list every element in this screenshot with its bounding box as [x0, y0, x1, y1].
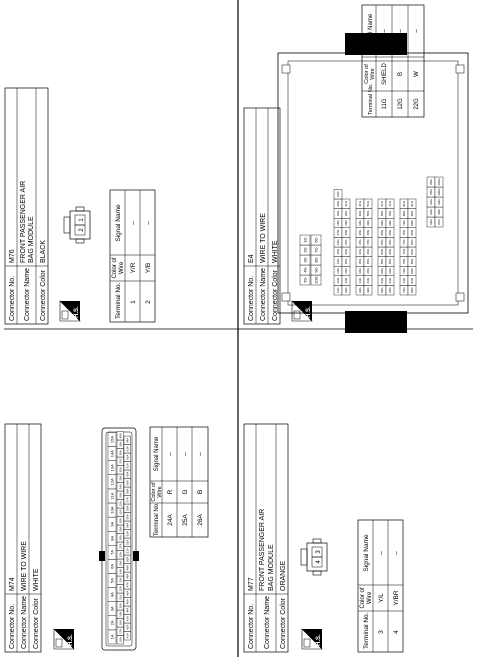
e4-pin-label: 60G — [380, 210, 385, 217]
e4-pin-label: 84G — [410, 268, 415, 274]
m77-connector-name-label: Connector Name — [264, 596, 271, 649]
m74-terminal: 25A — [181, 514, 189, 526]
e4-pin-label: 81G — [402, 200, 407, 207]
e4-pin-label: 29G — [344, 220, 349, 226]
m76-rows — [130, 221, 152, 304]
m76-wire-color: Y/R — [129, 262, 137, 274]
e4-pin-label: 94G — [429, 199, 434, 205]
e4-info-table — [244, 108, 280, 324]
m76-connector-diagram — [64, 207, 90, 243]
m74-pin-label: 12A — [109, 478, 115, 486]
e4-pin-label: 86G — [410, 248, 415, 255]
e4-pin-label: 90G — [410, 210, 415, 217]
e4-pin-label: 36G — [358, 248, 363, 255]
m77-pin-label: 4 — [316, 560, 322, 564]
e4-pin-label: 95G — [429, 189, 434, 195]
m74-connector-color-label: Connector Color — [33, 598, 40, 649]
e4-pin-label: 96G — [429, 179, 434, 185]
m77-connector-name-1: FRONT PASSENGER AIR — [259, 508, 266, 591]
e4-pin-label: 45G — [366, 258, 371, 265]
m76-signal-name: – — [144, 221, 152, 225]
e4-pin-label: 39G — [358, 220, 363, 226]
e4-wire-color: SHIELD — [382, 63, 389, 85]
e4-pin-label: 65G — [388, 258, 393, 265]
e4-pin-label: 62G — [388, 287, 393, 294]
m77-signal-name: – — [377, 551, 385, 555]
e4-wire-header-2: Wire — [370, 68, 376, 80]
m74-pin-label: 30A — [118, 518, 123, 524]
m74-terminal: 24A — [166, 514, 174, 526]
m74-pin-label: 62A — [125, 454, 130, 460]
e4-pin-label: 15G — [336, 248, 341, 255]
e4-pin-label: 73G — [402, 277, 407, 284]
e4-pin-label: 14G — [336, 258, 341, 265]
m76-connector-name-1: FRONT PASSENGER AIR — [20, 180, 27, 263]
m74-pin-label: 29A — [118, 526, 123, 532]
e4-pin-label: 100G — [437, 188, 442, 196]
m74-pin-label: 25A — [118, 560, 123, 566]
m76-signal-name: – — [129, 221, 137, 225]
m74-pin-label: 26A — [118, 552, 123, 558]
e4-connector-name: WIRE TO WIRE — [260, 213, 267, 263]
e4-pin-label: 7G — [313, 247, 319, 253]
m76-connector-color: BLACK — [40, 240, 47, 263]
m74-pin-label: 52A — [125, 539, 130, 545]
m76-connector-no-label: Connector No. — [9, 275, 16, 321]
m74-pin-label: 20A — [118, 603, 123, 609]
e4-pin-label: 53G — [380, 277, 385, 284]
e4-pin-label: 61G — [380, 200, 385, 207]
e4-pin-label: 5G — [302, 277, 308, 283]
m74-info-table — [5, 424, 41, 652]
e4-pin-label: 93G — [429, 209, 434, 215]
m74-pin-label: 38A — [118, 450, 123, 456]
e4-pin-label: 83G — [410, 277, 415, 284]
m74-pin-label: 27A — [118, 543, 123, 549]
e4-pin-label: 69G — [388, 220, 393, 226]
m74-pin-label: 2A — [109, 620, 115, 626]
m74-pin-label: 35A — [118, 475, 123, 481]
m74-pin-label: 8A — [109, 535, 115, 541]
m74-signal-name: – — [181, 452, 189, 456]
m74-pin-label: 61A — [125, 463, 130, 469]
e4-connector-color-label: Connector Color — [272, 270, 279, 321]
m74-pin-label: 37A — [118, 458, 123, 464]
m76-signal-header: Signal Name — [115, 204, 122, 242]
e4-wire-color: B — [398, 71, 405, 77]
m74-pin-label: 34A — [118, 484, 123, 490]
m74-pin-label: 6A — [109, 563, 115, 569]
e4-signal-name: – — [414, 29, 421, 33]
e4-signal-name: – — [382, 29, 389, 33]
m77-terminal-table — [358, 520, 403, 652]
e4-pin-label: 16G — [336, 239, 341, 246]
m77-rows — [378, 551, 400, 634]
m77-hs-icon — [302, 629, 322, 649]
e4-connector-name-label: Connector Name — [260, 268, 267, 321]
m74-pin-label: 59A — [125, 480, 130, 486]
m76-hs-icon — [60, 301, 80, 321]
m74-rows — [167, 452, 204, 526]
e4-pin-label: 2G — [302, 247, 308, 253]
m76-pin-label: 1 — [79, 218, 85, 222]
e4-pin-label: 85G — [410, 258, 415, 265]
m74-pin-label: 53A — [125, 531, 130, 537]
e4-pin-label: 82G — [410, 287, 415, 294]
m77-signal-name: – — [392, 551, 400, 555]
e4-hs-icon — [292, 301, 312, 321]
m76-pin-label: 2 — [79, 228, 85, 232]
m74-pin-label: 33A — [118, 492, 123, 498]
m76-wire-header-1: Color of — [112, 257, 118, 279]
e4-pin-label: 59G — [380, 220, 385, 226]
m74-pin-label: 42A — [125, 624, 130, 630]
e4-pin-label: 79G — [402, 220, 407, 226]
e4-pin-label: 91G — [410, 200, 415, 207]
m74-pin-label: 17A — [118, 628, 123, 634]
m74-pin-label: 23A — [118, 577, 123, 583]
e4-pin-label: 41G — [358, 200, 363, 207]
e4-pin-label: 25G — [344, 258, 349, 265]
m74-terminal-header: Terminal No. — [154, 502, 160, 536]
e4-pin-label: 89G — [410, 220, 415, 226]
m74-pin-label: 14A — [109, 450, 115, 458]
e4-pin-label: 99G — [437, 199, 442, 205]
e4-pin-label: 80G — [402, 210, 407, 217]
m77-signal-header: Signal Name — [363, 534, 370, 572]
e4-pin-label: 46G — [366, 248, 371, 255]
m77-terminal: 4 — [392, 630, 400, 634]
m76-connector-name-2: BAG MODULE — [28, 216, 35, 263]
m77-terminal: 3 — [377, 630, 385, 634]
e4-pin-label: 10G — [313, 276, 319, 284]
m74-signal-name: – — [196, 452, 204, 456]
e4-pin-label: 21G — [336, 191, 341, 198]
e4-pin-label: 88G — [410, 229, 415, 236]
e4-pin-label: 78G — [402, 229, 407, 236]
e4-pin-label: 11G — [336, 287, 341, 293]
e4-pin-label: 50G — [366, 210, 371, 217]
e4-pin-label: 48G — [366, 229, 371, 236]
m77-wire-color: Y/L — [377, 593, 385, 603]
m74-pin-label: 22A — [118, 586, 123, 592]
connector-e4 — [244, 7, 468, 333]
e4-pin-label: 17G — [336, 229, 341, 236]
e4-signal-header: Signal Name — [368, 13, 374, 49]
e4-pin-label: 13G — [336, 268, 341, 274]
e4-pin-label: 20G — [336, 200, 341, 207]
e4-pin-label: 12G — [336, 277, 341, 284]
e4-connector-no: E4 — [248, 254, 255, 263]
e4-pin-label: 97G — [437, 219, 442, 225]
e4-hs-label: H.S. — [306, 306, 312, 318]
m74-pin-label: 48A — [125, 573, 130, 579]
e4-pin-label: 22G — [344, 287, 349, 294]
m77-info-table — [244, 424, 288, 652]
m74-pin-label: 7A — [109, 549, 115, 555]
m77-connector-diagram — [301, 539, 327, 575]
m77-wire-header-2: Wire — [367, 591, 373, 605]
m74-pin-label: 36A — [118, 467, 123, 473]
e4-pin-label: 71G — [388, 200, 393, 207]
m74-connector-color: WHITE — [33, 568, 40, 591]
e4-pin-label: 38G — [358, 229, 363, 236]
e4-pin-label: 27G — [344, 239, 349, 246]
e4-pin-label: 28G — [344, 229, 349, 236]
m77-connector-color: ORANGE — [280, 560, 287, 591]
e4-signal-name: – — [398, 29, 405, 33]
e4-pin-label: 72G — [402, 287, 407, 294]
m74-pin-label: 45A — [125, 599, 130, 605]
e4-pin-label: 24G — [344, 268, 349, 274]
m74-pin-label: 44A — [125, 607, 130, 613]
e4-pin-label: 47G — [366, 239, 371, 246]
m74-pin-label: 5A — [109, 578, 115, 584]
m74-pin-label: 15A — [109, 435, 115, 444]
m77-connector-no: M77 — [248, 577, 255, 591]
e4-terminal: 22G — [414, 98, 421, 110]
m74-terminal: 26A — [196, 514, 204, 526]
e4-wire-color: W — [414, 71, 421, 77]
m74-connector-no-label: Connector No. — [9, 603, 16, 649]
m74-pin-label: 57A — [125, 497, 130, 503]
e4-pin-label: 37G — [358, 239, 363, 246]
e4-pin-label: 98G — [437, 209, 442, 215]
e4-pin-label: 64G — [388, 268, 393, 274]
e4-pin-label: 6G — [313, 237, 319, 243]
m77-hs-label: H.S. — [316, 634, 322, 646]
e4-pin-label: 74G — [402, 268, 407, 274]
m77-pin-label: 3 — [316, 550, 322, 554]
m74-signal-header: Signal Name — [154, 436, 160, 472]
e4-pin-label: 8G — [313, 257, 319, 263]
e4-pin-label: 26G — [344, 248, 349, 255]
m74-pin-label: 10A — [109, 506, 115, 514]
m74-pin-label: 9A — [109, 521, 115, 527]
m74-pin-label: 51A — [125, 548, 130, 554]
e4-connector-no-label: Connector No. — [248, 275, 255, 321]
m74-pin-label: 16A — [118, 637, 123, 643]
m74-pin-label: 39A — [118, 441, 123, 447]
m74-pin-label: 60A — [125, 471, 130, 477]
m74-wire-color: G — [181, 489, 189, 495]
m74-pin-label: 28A — [118, 535, 123, 541]
e4-pin-label: 77G — [402, 239, 407, 246]
m77-connector-no-label: Connector No. — [248, 603, 255, 649]
m76-wire-color: Y/B — [144, 262, 152, 274]
m76-terminal: 1 — [129, 300, 137, 304]
e4-pin-label: 40G — [358, 210, 363, 217]
e4-terminal-header: Terminal No. — [368, 83, 374, 115]
m74-pin-label: 58A — [125, 488, 130, 494]
e4-pin-label: 52G — [380, 287, 385, 294]
e4-pin-label: 55G — [380, 258, 385, 265]
m74-pin-label: 3A — [109, 606, 115, 612]
e4-pin-label: 57G — [380, 239, 385, 246]
m74-wire-header-1: Color of — [151, 482, 157, 502]
m74-pin-label: 54A — [125, 522, 130, 528]
e4-pin-label: 4G — [302, 267, 308, 273]
e4-pin-label: 23G — [344, 277, 349, 284]
m77-wire-header-1: Color of — [360, 587, 366, 609]
m76-terminal-table — [110, 190, 155, 322]
e4-pin-label: 1G — [302, 237, 308, 243]
m74-pin-label: 11A — [109, 492, 115, 500]
m74-pin-label: 64A — [125, 437, 130, 443]
e4-pin-label: 30G — [344, 210, 349, 217]
e4-pin-label: 56G — [380, 248, 385, 255]
e4-terminal: 12G — [398, 98, 405, 110]
e4-pin-label: 76G — [402, 248, 407, 255]
m74-wire-color: R — [166, 489, 174, 495]
e4-pin-label: 3G — [302, 257, 308, 263]
e4-pin-label: 35G — [358, 258, 363, 265]
m74-pin-label: 19A — [118, 611, 123, 617]
e4-pin-label: 42G — [366, 287, 371, 294]
m76-info-table — [5, 88, 48, 324]
m74-pin-label: 46A — [125, 590, 130, 596]
m74-terminal-table — [150, 427, 208, 537]
e4-pin-label: 58G — [380, 229, 385, 236]
m74-pin-label: 13A — [109, 464, 115, 472]
m76-hs-label: H.S. — [74, 306, 80, 318]
m74-pin-label: 40A — [118, 433, 123, 439]
m77-connector-name-2: BAG MODULE — [268, 544, 275, 591]
e4-pin-label: 34G — [358, 268, 363, 274]
m74-pin-label: 41A — [125, 633, 130, 639]
connector-m77 — [244, 424, 403, 652]
m74-pin-label: 24A — [118, 569, 123, 575]
e4-pin-label: 67G — [388, 239, 393, 246]
e4-pin-label: 63G — [388, 277, 393, 284]
m74-pin-label: 32A — [118, 501, 123, 507]
m74-connector-name: WIRE TO WIRE — [21, 541, 28, 591]
m74-pin-label: 21A — [118, 594, 123, 600]
m74-connector-name-label: Connector Name — [21, 596, 28, 649]
m74-pin-label: 18A — [118, 620, 123, 626]
e4-pin-label: 44G — [366, 268, 371, 274]
e4-pin-label: 87G — [410, 239, 415, 246]
e4-pin-label: 49G — [366, 220, 371, 226]
e4-pin-label: 75G — [402, 258, 407, 265]
m74-pin-label: 63A — [125, 446, 130, 452]
connector-m76 — [5, 88, 155, 324]
e4-pin-label: 51G — [366, 200, 371, 207]
m74-pin-label: 4A — [109, 592, 115, 598]
e4-pin-label: 70G — [388, 210, 393, 217]
m74-connector-no: M74 — [9, 577, 16, 591]
e4-pin-label: 31G — [344, 200, 349, 207]
m74-pin-label: 47A — [125, 582, 130, 588]
m76-terminal: 2 — [144, 300, 152, 304]
m74-signal-name: – — [166, 452, 174, 456]
m74-hs-icon — [54, 629, 74, 649]
m74-pin-label: 50A — [125, 556, 130, 562]
e4-pin-label: 33G — [358, 277, 363, 284]
m77-connector-color-label: Connector Color — [280, 598, 287, 649]
m76-connector-no: M76 — [9, 249, 16, 263]
e4-pin-label: 9G — [313, 267, 319, 273]
e4-pin-label: 32G — [358, 287, 363, 294]
e4-pin-label: 54G — [380, 268, 385, 274]
e4-connector-color: WHITE — [272, 240, 279, 263]
m74-connector-diagram — [99, 428, 139, 650]
e4-pin-label: 19G — [336, 210, 341, 217]
m77-wire-color: Y/BR — [392, 590, 400, 606]
m76-wire-header-2: Wire — [119, 261, 125, 275]
e4-terminal: 11G — [382, 98, 389, 110]
m77-terminal-header: Terminal No. — [363, 612, 370, 649]
m76-connector-color-label: Connector Color — [40, 270, 47, 321]
e4-pin-label: 18G — [336, 220, 341, 226]
m74-pin-label: 31A — [118, 509, 123, 515]
connector-m74 — [5, 424, 208, 652]
m74-pin-label: 43A — [125, 616, 130, 622]
m76-connector-name-label: Connector Name — [24, 268, 31, 321]
e4-pin-label: 68G — [388, 229, 393, 236]
e4-pin-label: 66G — [388, 248, 393, 255]
m74-hs-label: H.S. — [68, 634, 74, 646]
e4-pin-label: 101G — [437, 178, 442, 186]
m74-wire-header-2: Wire — [157, 486, 163, 498]
m74-pin-label: 56A — [125, 505, 130, 511]
m74-wire-color: B — [196, 489, 204, 495]
m76-terminal-header: Terminal No. — [115, 282, 122, 319]
e4-wire-header-1: Color of — [364, 64, 370, 84]
e4-pin-label: 92G — [429, 219, 434, 225]
m74-pin-label: 1A — [109, 634, 115, 640]
e4-pin-label: 43G — [366, 277, 371, 284]
m74-pin-label: 55A — [125, 514, 130, 520]
m74-pin-label: 49A — [125, 565, 130, 571]
